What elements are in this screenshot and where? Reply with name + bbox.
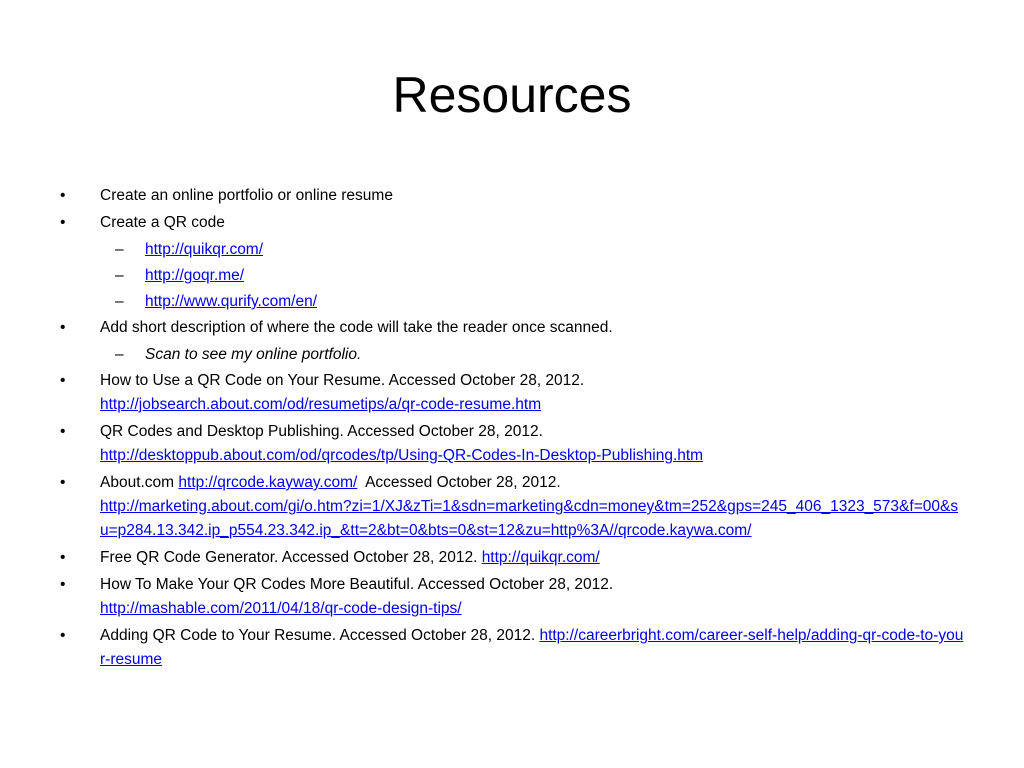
list-item: [60, 471, 965, 543]
bullet-text: How To Make Your QR Codes More Beautiful. Accessed October 28, 2012.: [100, 576, 614, 593]
list-item: [60, 316, 965, 340]
link-desktoppub[interactable]: http://desktoppub.about.com/od/qrcodes/tp/Using-QR-Codes-In-Desktop-Publishing.htm: [100, 447, 704, 464]
bullet-text: Add short description of where the code will take the reader once scanned.: [100, 319, 613, 336]
link-quikqr[interactable]: http://quikqr.com/: [145, 241, 264, 258]
list-item: [60, 211, 965, 235]
dash-marker: –: [115, 346, 124, 363]
link-qurify[interactable]: http://www.qurify.com/en/: [145, 293, 317, 310]
bullet-text: Free QR Code Generator. Accessed October 28, 2012.: [100, 549, 478, 566]
link-mashable[interactable]: http://mashable.com/2011/04/18/qr-code-design-tips/: [100, 600, 462, 617]
bullet-marker: •: [60, 576, 66, 593]
bullet-list: [60, 184, 965, 675]
list-item: [60, 369, 965, 417]
sub-list-item: [60, 238, 965, 262]
bullet-text: About.com: [100, 474, 175, 491]
bullet-marker: •: [60, 627, 66, 644]
link-quikqr-generator[interactable]: http://quikqr.com/: [481, 549, 600, 566]
bullet-text: Adding QR Code to Your Resume. Accessed October 28, 2012.: [100, 627, 536, 644]
list-item: [60, 546, 965, 570]
bullet-text: Accessed October 28, 2012.: [365, 474, 561, 491]
bullet-text: QR Codes and Desktop Publishing. Accessed October 28, 2012.: [100, 423, 543, 440]
sub-list-item: [60, 264, 965, 288]
sub-list-item: [60, 343, 965, 367]
link-marketing[interactable]: http://marketing.about.com/gi/o.htm?zi=1/XJ&zTi=1&sdn=marketing&cdn=money&tm=252&gps=245_406_1323_573&f=00&su=p284.13.342.ip_p554.23.342.ip_&tt=2&bt=0&bts=0&st=12&zu=http%3A//qrcode.kaywa.com/: [100, 498, 959, 539]
dash-marker: –: [115, 293, 124, 310]
list-item: [60, 184, 965, 208]
dash-marker: –: [115, 267, 124, 284]
slide-title: Resources: [392, 67, 632, 123]
sub-bullet-text: Scan to see my online portfolio.: [145, 346, 362, 363]
link-careerbright[interactable]: http://careerbright.com/career-self-help/adding-qr-code-to-your-resume: [100, 627, 964, 668]
bullet-marker: •: [60, 549, 66, 566]
sub-list-item: [60, 290, 965, 314]
link-kayway[interactable]: http://qrcode.kayway.com/: [178, 474, 358, 491]
bullet-text: Create an online portfolio or online resume: [100, 187, 393, 204]
dash-marker: –: [115, 241, 124, 258]
list-item: [60, 573, 965, 621]
list-item: [60, 624, 965, 672]
bullet-marker: •: [60, 214, 66, 231]
bullet-marker: •: [60, 423, 66, 440]
link-goqr[interactable]: http://goqr.me/: [145, 267, 245, 284]
bullet-marker: •: [60, 474, 66, 491]
bullet-text: Create a QR code: [100, 214, 225, 231]
bullet-marker: •: [60, 372, 66, 389]
bullet-text: How to Use a QR Code on Your Resume. Accessed October 28, 2012.: [100, 372, 585, 389]
bullet-marker: •: [60, 187, 66, 204]
list-item: [60, 420, 965, 468]
link-jobsearch[interactable]: http://jobsearch.about.com/od/resumetips/a/qr-code-resume.htm: [100, 396, 542, 413]
bullet-marker: •: [60, 319, 66, 336]
